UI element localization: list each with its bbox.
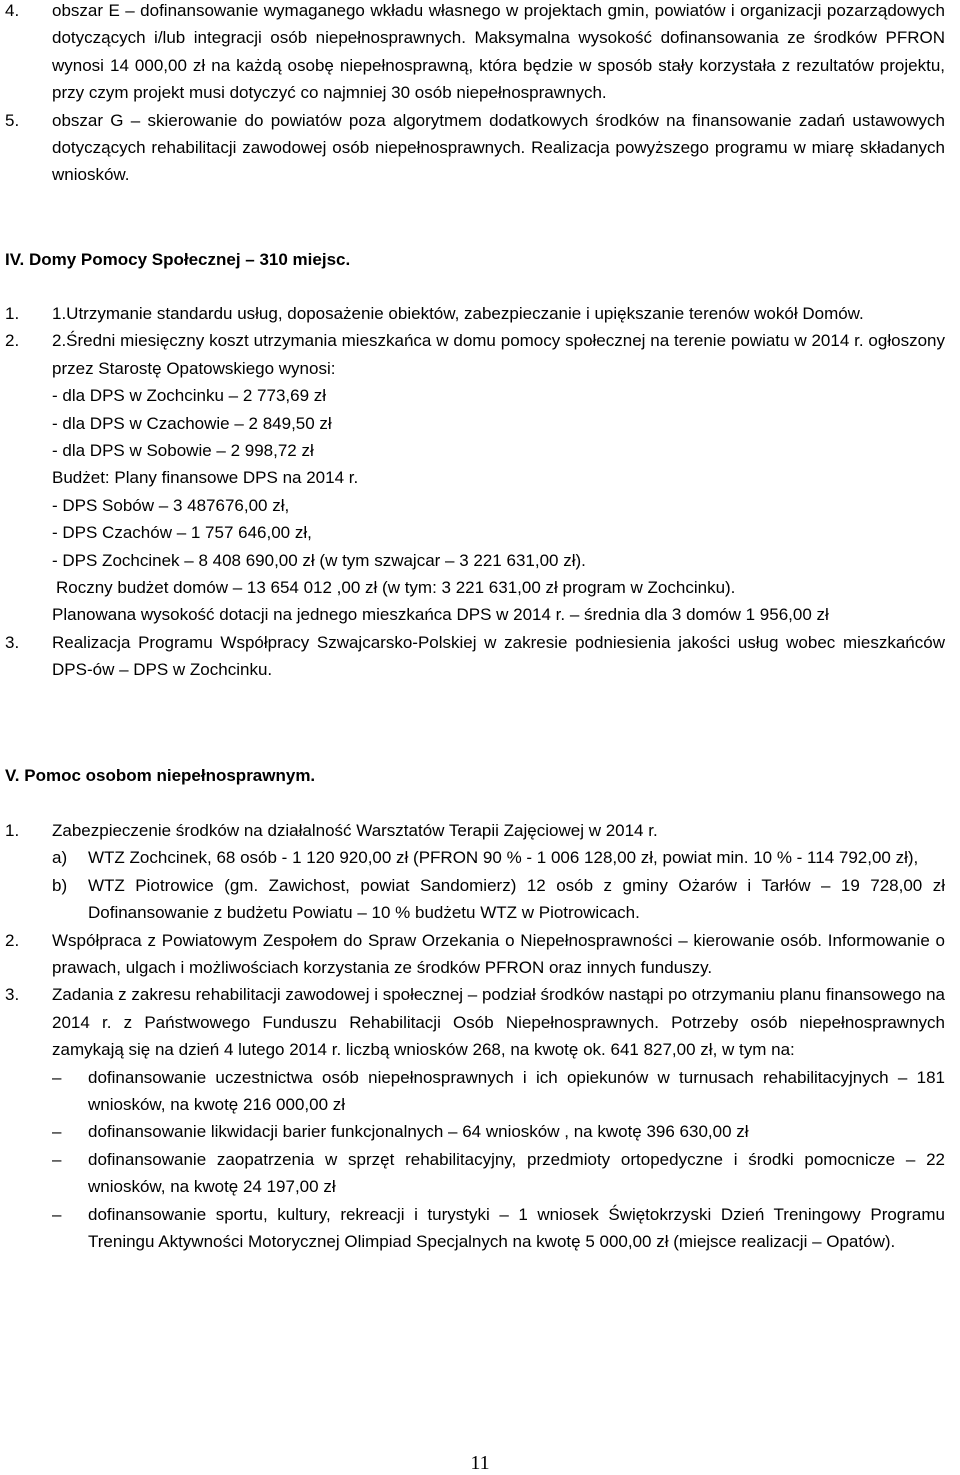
- planned-subsidy: Planowana wysokość dotacji na jednego mieszkańca DPS w 2014 r. – średnia dla 3 domów 1 956,00 zł: [52, 605, 829, 625]
- list-number: 5.: [5, 110, 20, 130]
- dash-marker: –: [52, 1149, 62, 1169]
- list-item-text: Realizacja Programu Współpracy Szwajcarsko-Polskiej w zakresie podniesienia jakości usług wobec mieszkańców DPS-ów – DPS w Zochcinku.: [52, 632, 945, 680]
- sub-item-text: WTZ Zochcinek, 68 osób - 1 120 920,00 zł (PFRON 90 % - 1 006 128,00 zł, powiat min. 10 % - 114 792,00 zł),: [88, 848, 919, 868]
- cost-line: - dla DPS w Sobowie – 2 998,72 zł: [52, 441, 314, 461]
- dash-marker: –: [52, 1067, 62, 1087]
- bullet-text: dofinansowanie zaopatrzenia w sprzęt rehabilitacyjny, przedmioty ortopedyczne i środki pomocnicze – 22 wniosków, na kwotę 24 197,00 zł: [88, 1149, 945, 1197]
- list-number: 1.: [5, 304, 20, 323]
- sub-item-label: a): [52, 848, 68, 868]
- cost-line: - dla DPS w Czachowie – 2 849,50 zł: [52, 413, 332, 433]
- budget-line: - DPS Czachów – 1 757 646,00 zł,: [52, 523, 312, 543]
- section-v-body: [0, 817, 945, 1256]
- list-item-text: obszar E – dofinansowanie wymaganego wkładu własnego w projektach gmin, powiatów i organizacji pozarządowych dotyczących i/lub integracji osób niepełnosprawnych. Maksymalna wysokość dofinansowania ze środków PFRON wynosi 14 000,00 zł na każdą osobę niepełnosprawną, która będzie w sposób stały korzystała z rezultatów projektu, przy czym projekt musi dotyczyć co najmniej 30 osób niepełnosprawnych.: [52, 1, 945, 103]
- budget-label: Budżet: Plany finansowe DPS na 2014 r.: [52, 468, 359, 488]
- budget-line: - DPS Zochcinek – 8 408 690,00 zł (w tym szwajcar – 3 221 631,00 zł).: [52, 550, 586, 570]
- list-item-5: [0, 107, 945, 189]
- bullet-text: dofinansowanie likwidacji barier funkcjonalnych – 64 wniosków , na kwotę 396 630,00 zł: [88, 1122, 749, 1142]
- list-number: 3.: [5, 632, 20, 652]
- section-iv-heading: IV. Domy Pomocy Społecznej – 310 miejsc.: [5, 250, 351, 269]
- bullet-text: dofinansowanie sportu, kultury, rekreacji i turystyki – 1 wniosek Świętokrzyski Dzień Treningowy Programu Treningu Aktywności Motorycznej Olimpiad Specjalnych na kwotę 5 000,00 zł (miejsce realizacji – Opatów).: [88, 1204, 945, 1252]
- list-item-text: Współpraca z Powiatowym Zespołem do Spraw Orzekania o Niepełnosprawności – kierowanie osób. Informowanie o prawach, ulgach i możliwościach korzystania ze środków PFRON oraz innych funduszy.: [52, 930, 945, 978]
- cost-line: - dla DPS w Zochcinku – 2 773,69 zł: [52, 386, 327, 406]
- list-number: 2.: [5, 331, 20, 351]
- list-number: 1.: [5, 821, 20, 840]
- bullet-item: [0, 1201, 945, 1256]
- list-item-text: 2.Średni miesięczny koszt utrzymania mieszkańca w domu pomocy społecznej na terenie powiatu w 2014 r. ogłoszony przez Starostę Opatowskiego wynosi:: [52, 331, 945, 378]
- list-item-text: Zabezpieczenie środków na działalność Warsztatów Terapii Zajęciowej w 2014 r.: [52, 821, 658, 840]
- section-iii-continuation: [0, 0, 945, 189]
- sub-item-b: [0, 872, 945, 927]
- list-item-v-1: [0, 817, 945, 844]
- list-item-iv-2: [0, 327, 945, 382]
- list-item-text: 1.Utrzymanie standardu usług, doposażenie obiektów, zabezpieczanie i upiększanie terenów wokół Domów.: [52, 304, 864, 323]
- sub-item-text: WTZ Piotrowice (gm. Zawichost, powiat Sandomierz) 12 osób z gminy Ożarów i Tarłów – 19 728,00 zł Dofinansowanie z budżetu Powiatu – 10 % budżetu WTZ w Piotrowicach.: [88, 875, 945, 923]
- bullet-item: [0, 1118, 945, 1145]
- list-number: 2.: [5, 930, 20, 950]
- budget-line: - DPS Sobów – 3 487676,00 zł,: [52, 495, 290, 515]
- list-item-iv-3: [0, 629, 945, 684]
- dash-marker: –: [52, 1204, 62, 1224]
- list-number: 3.: [5, 985, 20, 1005]
- list-item-text: Zadania z zakresu rehabilitacji zawodowej i społecznej – podział środków nastąpi po otrzymaniu planu finansowego na 2014 r. z Państwowego Funduszu Rehabilitacji Osób Niepełnosprawnych. Potrzeby osób niepełnosprawnych zamykają się na dzień 4 lutego 2014 r. liczbą wniosków 268, na kwotę ok. 641 827,00 zł, w tym na:: [52, 985, 946, 1060]
- list-item-4: [0, 0, 945, 107]
- dash-marker: –: [52, 1122, 62, 1142]
- list-number: 4.: [5, 1, 20, 20]
- bullet-item: [0, 1146, 945, 1201]
- list-item-v-3: [0, 981, 945, 1063]
- list-item-v-2: [0, 927, 945, 982]
- bullet-item: [0, 1064, 945, 1119]
- section-v-heading: V. Pomoc osobom niepełnosprawnym.: [5, 766, 316, 785]
- section-iv-body: [0, 300, 945, 684]
- page-number: 11: [470, 1452, 490, 1474]
- list-item-text: obszar G – skierowanie do powiatów poza algorytmem dodatkowych środków na finansowanie zadań ustawowych dotyczących rehabilitacji zawodowej osób niepełnosprawnych. Realizacja powyższego programu w miarę składanych wniosków.: [52, 110, 945, 185]
- bullet-text: dofinansowanie uczestnictwa osób niepełnosprawnych i ich opiekunów w turnusach rehabilitacyjnych – 181 wniosków, na kwotę 216 000,00 zł: [88, 1067, 945, 1115]
- sub-item-a: [0, 844, 945, 871]
- sub-item-label: b): [52, 875, 68, 895]
- annual-budget: Roczny budżet domów – 13 654 012 ,00 zł (w tym: 3 221 631,00 zł program w Zochcinku).: [56, 578, 736, 598]
- list-item-iv-1: [0, 300, 945, 327]
